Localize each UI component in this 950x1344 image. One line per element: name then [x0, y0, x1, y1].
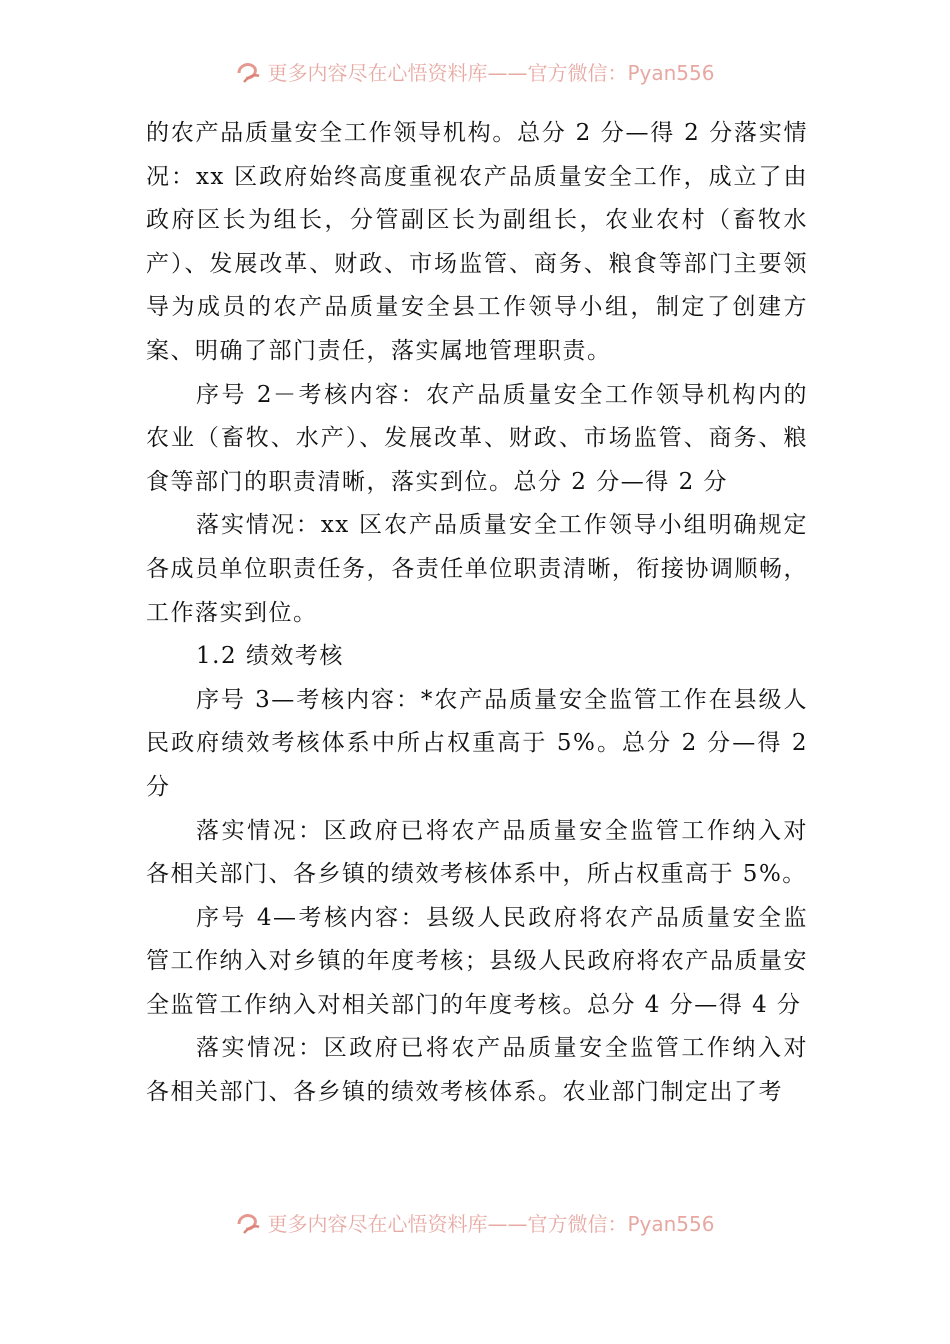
- document-body: [146, 112, 808, 1115]
- footer-watermark-text: 更多内容尽在心悟资料库——官方微信：Pyan556: [267, 1211, 715, 1236]
- paragraph: 落实情况：xx 区农产品质量安全工作领导小组明确规定各成员单位职责任务，各责任单位职责清晰，衔接协调顺畅，工作落实到位。: [146, 512, 808, 626]
- header-watermark-text: 更多内容尽在心悟资料库——官方微信：Pyan556: [267, 60, 715, 85]
- section-heading: 1.2 绩效考核: [196, 643, 344, 670]
- header-watermark: [0, 54, 950, 88]
- paragraph: 的农产品质量安全工作领导机构。总分 2 分—得 2 分落实情况：xx 区政府始终高度重视农产品质量安全工作，成立了由政府区长为组长，分管副区长为副组长，农业农村（畜牧水产）、发展改革、财政、市场监管、商务、粮食等部门主要领导为成员的农产品质量安全县工作领导小组，制定了创建方案、明确了部门责任，落实属地管理职责。: [146, 120, 808, 364]
- paragraph: 落实情况：区政府已将农产品质量安全监管工作纳入对各相关部门、各乡镇的绩效考核体系中，所占权重高于 5%。: [146, 817, 808, 888]
- logo-icon: [235, 1209, 261, 1235]
- footer-watermark: [0, 1205, 950, 1239]
- paragraph: 序号 2－考核内容：农产品质量安全工作领导机构内的农业（畜牧、水产）、发展改革、财政、市场监管、商务、粮食等部门的职责清晰，落实到位。总分 2 分—得 2 分: [146, 381, 808, 495]
- logo-icon: [235, 58, 261, 84]
- paragraph: 序号 3—考核内容：*农产品质量安全监管工作在县级人民政府绩效考核体系中所占权重高于 5%。总分 2 分—得 2 分: [146, 686, 808, 800]
- paragraph: 落实情况：区政府已将农产品质量安全监管工作纳入对各相关部门、各乡镇的绩效考核体系。农业部门制定出了考: [146, 1035, 808, 1106]
- paragraph: 序号 4—考核内容：县级人民政府将农产品质量安全监管工作纳入对乡镇的年度考核；县级人民政府将农产品质量安全监管工作纳入对相关部门的年度考核。总分 4 分—得 4 分: [146, 904, 808, 1018]
